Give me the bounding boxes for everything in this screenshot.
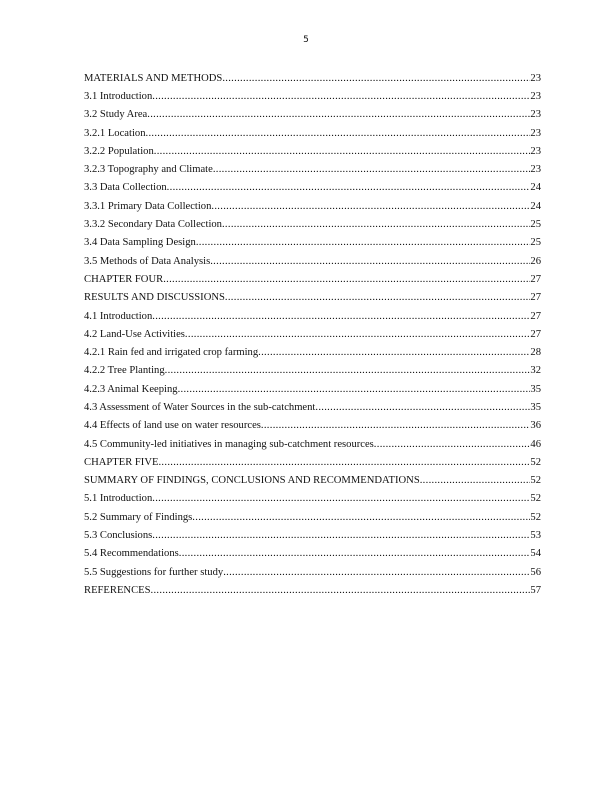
dot-leader — [152, 530, 530, 541]
toc-entry[interactable] — [84, 197, 541, 215]
dot-leader — [152, 311, 530, 322]
toc-entry-label: 5.2 Summary of Findings — [84, 511, 193, 523]
dot-leader — [261, 420, 531, 431]
dot-leader — [158, 457, 530, 468]
toc-entry-page: 23 — [530, 109, 541, 121]
toc-entry-label: 3.2 Study Area — [84, 109, 148, 121]
toc-entry[interactable] — [84, 508, 541, 526]
toc-entry-page: 52 — [530, 475, 541, 487]
toc-entry-page: 56 — [530, 566, 541, 578]
toc-entry-label: 4.5 Community-led initiatives in managing sub-catchment resources — [84, 438, 374, 450]
dot-leader — [225, 292, 531, 303]
toc-entry-label: 3.3.2 Secondary Data Collection — [84, 219, 222, 231]
dot-leader — [315, 402, 530, 413]
toc-entry-label: 4.2.1 Rain fed and irrigated crop farming — [84, 347, 259, 359]
toc-entry[interactable] — [84, 563, 541, 581]
toc-entry-page: 23 — [530, 145, 541, 157]
toc-entry-label: 5.4 Recommendations — [84, 548, 179, 560]
dot-leader — [211, 201, 530, 212]
dot-leader — [167, 182, 531, 193]
toc-entry-page: 35 — [530, 401, 541, 413]
toc-entry-label: CHAPTER FIVE — [84, 456, 159, 468]
toc-entry-label: 3.4 Data Sampling Design — [84, 237, 196, 249]
toc-entry-label: 4.2 Land-Use Activities — [84, 328, 185, 340]
toc-entry-label: 5.3 Conclusions — [84, 530, 153, 542]
toc-entry[interactable] — [84, 307, 541, 325]
dot-leader — [192, 512, 530, 523]
toc-entry-page: 36 — [530, 420, 541, 432]
toc-entry-page: 23 — [530, 164, 541, 176]
toc-entry-page: 27 — [530, 310, 541, 322]
toc-entry-page: 53 — [530, 530, 541, 542]
toc-entry-page: 26 — [530, 255, 541, 267]
dot-leader — [210, 256, 530, 267]
toc-entry[interactable] — [84, 435, 541, 453]
toc-entry-page: 23 — [530, 90, 541, 102]
toc-entry-label: 4.4 Effects of land use on water resources — [84, 420, 261, 432]
toc-entry-label: CHAPTER FOUR — [84, 273, 164, 285]
toc-entry-label: 3.2.1 Location — [84, 127, 146, 139]
toc-entry-label: MATERIALS AND METHODS — [84, 72, 223, 84]
toc-entry-label: 3.1 Introduction — [84, 90, 153, 102]
toc-entry-label: 4.2.3 Animal Keeping — [84, 383, 178, 395]
toc-entry-page: 52 — [530, 511, 541, 523]
toc-entry-label: SUMMARY OF FINDINGS, CONCLUSIONS AND RECOMMENDATIONS — [84, 475, 420, 487]
dot-leader — [152, 91, 530, 102]
dot-leader — [222, 219, 530, 230]
dot-leader — [222, 73, 530, 84]
toc-entry-page: 27 — [530, 292, 541, 304]
toc-entry[interactable] — [84, 380, 541, 398]
toc-entry[interactable] — [84, 234, 541, 252]
toc-entry-page: 23 — [530, 127, 541, 139]
dot-leader — [147, 109, 530, 120]
toc-entry-page: 35 — [530, 383, 541, 395]
toc-entry-label: 4.3 Assessment of Water Sources in the sub-catchment — [84, 401, 316, 413]
toc-entry-page: 28 — [530, 347, 541, 359]
toc-entry[interactable] — [84, 252, 541, 270]
dot-leader — [223, 567, 530, 578]
toc-entry-page: 27 — [530, 328, 541, 340]
toc-entry[interactable] — [84, 526, 541, 544]
dot-leader — [179, 548, 531, 559]
toc-entry-page: 24 — [530, 182, 541, 194]
toc-entry[interactable] — [84, 398, 541, 416]
dot-leader — [258, 347, 530, 358]
toc-entry[interactable] — [84, 362, 541, 380]
toc-entry-page: 23 — [530, 72, 541, 84]
toc-entry-page: 25 — [530, 219, 541, 231]
toc-entry[interactable] — [84, 142, 541, 160]
toc-entry-label: 5.5 Suggestions for further study — [84, 566, 224, 578]
toc-entry-label: 3.2.3 Topography and Climate — [84, 164, 213, 176]
toc-entry[interactable] — [84, 179, 541, 197]
toc-entry-label: RESULTS AND DISCUSSIONS — [84, 292, 225, 304]
toc-entry[interactable] — [84, 545, 541, 563]
toc-entry-label: REFERENCES — [84, 584, 151, 596]
dot-leader — [151, 585, 531, 596]
toc-entry-page: 25 — [530, 237, 541, 249]
toc-entry[interactable] — [84, 490, 541, 508]
dot-leader — [374, 439, 531, 450]
toc-entry-page: 24 — [530, 200, 541, 212]
toc-entry-page: 54 — [530, 548, 541, 560]
toc-entry[interactable] — [84, 453, 541, 471]
toc-entry[interactable] — [84, 160, 541, 178]
toc-entry-page: 27 — [530, 273, 541, 285]
toc-entry-page: 52 — [530, 456, 541, 468]
toc-entry[interactable] — [84, 87, 541, 105]
toc-entry-label: 3.5 Methods of Data Analysis — [84, 255, 211, 267]
toc-entry[interactable] — [84, 289, 541, 307]
toc-entry[interactable] — [84, 124, 541, 142]
toc-entry-label: 4.2.2 Tree Planting — [84, 365, 165, 377]
dot-leader — [178, 384, 531, 395]
toc-entry-label: 3.2.2 Population — [84, 145, 154, 157]
toc-entry-page: 46 — [530, 438, 541, 450]
toc-entry[interactable] — [84, 417, 541, 435]
dot-leader — [420, 475, 531, 486]
dot-leader — [154, 146, 531, 157]
toc-entry[interactable] — [84, 270, 541, 288]
dot-leader — [163, 274, 530, 285]
toc-entry-page: 32 — [530, 365, 541, 377]
table-of-contents — [84, 69, 541, 600]
toc-entry[interactable] — [84, 472, 541, 490]
toc-entry[interactable] — [84, 69, 541, 87]
toc-entry-label: 5.1 Introduction — [84, 493, 153, 505]
dot-leader — [213, 164, 531, 175]
toc-entry-page: 52 — [530, 493, 541, 505]
toc-entry-label: 4.1 Introduction — [84, 310, 153, 322]
toc-entry-label: 3.3.1 Primary Data Collection — [84, 200, 212, 212]
dot-leader — [185, 329, 530, 340]
page-number: 5 — [303, 35, 309, 45]
dot-leader — [146, 128, 531, 139]
dot-leader — [196, 237, 531, 248]
toc-entry[interactable] — [84, 325, 541, 343]
dot-leader — [165, 365, 531, 376]
toc-entry-page: 57 — [530, 584, 541, 596]
toc-entry-label: 3.3 Data Collection — [84, 182, 167, 194]
toc-entry[interactable] — [84, 215, 541, 233]
dot-leader — [152, 493, 530, 504]
toc-entry[interactable] — [84, 106, 541, 124]
toc-entry[interactable] — [84, 581, 541, 599]
toc-entry[interactable] — [84, 343, 541, 361]
